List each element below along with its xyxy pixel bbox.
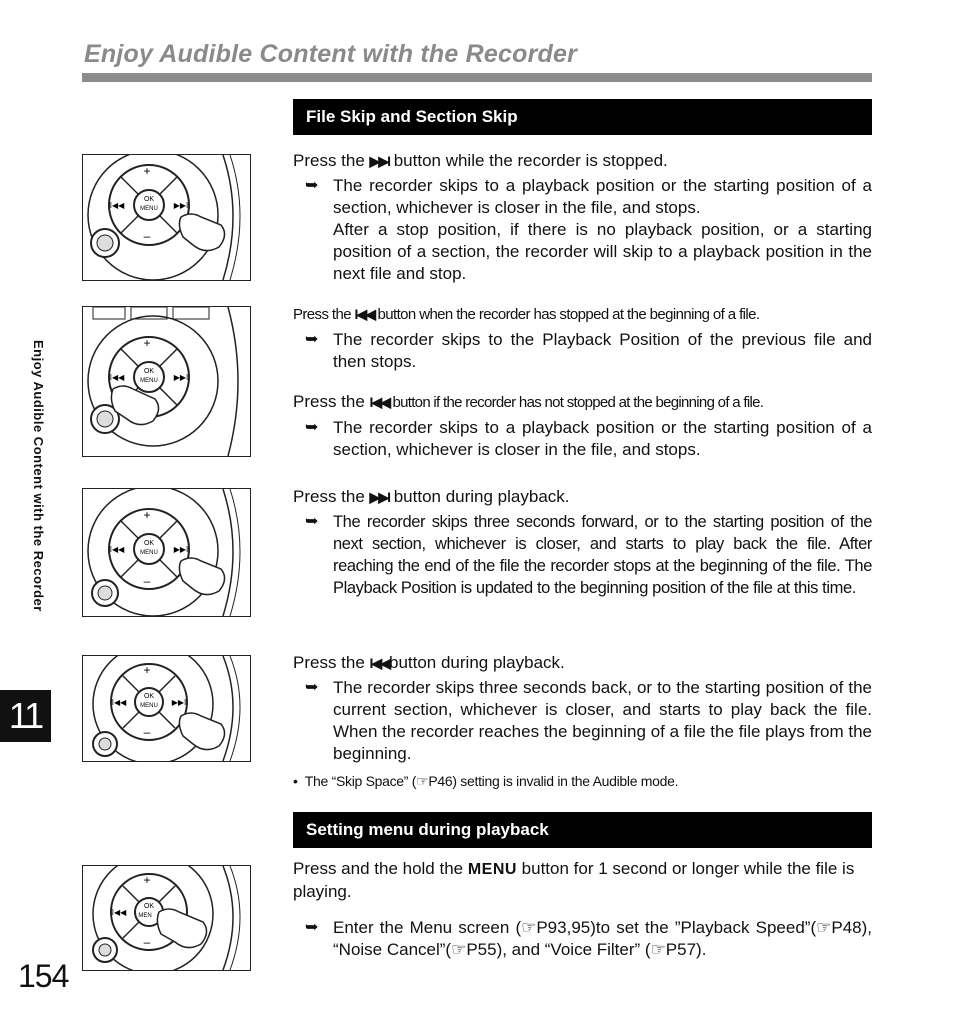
instruction-lead: Press the I◀◀button during playback. (293, 653, 565, 672)
svg-text:I◀◀: I◀◀ (111, 698, 127, 707)
svg-text:–: – (143, 725, 151, 739)
section-header-setting-menu: Setting menu during playback (293, 812, 872, 848)
arrow-icon: ➥ (305, 419, 319, 436)
instruction-lead: Press and the hold the MENU button for 1 second or longer while the file is playing. (293, 859, 855, 901)
next-button-icon: ▶▶I (369, 153, 389, 169)
svg-text:▶▶I: ▶▶I (173, 373, 189, 382)
svg-text:MENU: MENU (140, 550, 158, 556)
instruction-lead: Press the I◀◀ button if the recorder has not stopped at the beginning of a file. (293, 392, 764, 411)
svg-text:MENU: MENU (140, 703, 158, 709)
svg-text:MENU: MENU (140, 378, 158, 384)
svg-text:+: + (143, 164, 151, 178)
svg-text:+: + (143, 336, 151, 350)
bullet-note: • The “Skip Space” (☞P46) setting is invalid in the Audible mode. (293, 773, 679, 789)
svg-text:I◀◀: I◀◀ (111, 908, 127, 917)
svg-text:OK: OK (143, 368, 155, 375)
svg-text:–: – (143, 574, 151, 588)
result-note: ➥ The recorder skips three seconds back, or to the starting position of the current section, whichever is closer, and starts to play back the file. When the recorder reaches the beginning of a file the file plays from the beginning. (305, 678, 872, 763)
instruction-block (293, 391, 872, 461)
instruction-block (293, 486, 872, 599)
chapter-tab: 11 (0, 690, 51, 742)
recorder-illustration (82, 865, 251, 971)
arrow-icon: ➥ (305, 331, 319, 348)
svg-text:I◀◀: I◀◀ (109, 545, 125, 554)
svg-text:OK: OK (143, 693, 155, 700)
svg-text:▶▶I: ▶▶I (173, 545, 189, 554)
recorder-illustration (82, 154, 251, 281)
arrow-icon: ➥ (305, 513, 319, 530)
previous-button-icon: I◀◀ (369, 394, 389, 410)
instruction-block (293, 150, 872, 285)
recorder-illustration (82, 488, 251, 617)
previous-button-icon: I◀◀ (369, 655, 389, 671)
recorder-illustration (82, 655, 251, 762)
recorder-illustration (82, 306, 251, 457)
previous-button-icon: I◀◀ (354, 306, 374, 322)
result-note: ➥ Enter the Menu screen (☞P93,95)to set the ”Playback Speed”(☞P48), “Noise Cancel”(☞P55), and “Voice Filter” (☞P57). (305, 918, 872, 959)
svg-text:▶▶I: ▶▶I (171, 698, 187, 707)
page-number: 154 (18, 958, 69, 994)
svg-text:MENU: MENU (140, 206, 158, 212)
menu-button-label: MENU (467, 861, 517, 878)
instruction-lead: Press the I◀◀ button when the recorder has stopped at the beginning of a file. (293, 306, 760, 323)
result-note: ➥ The recorder skips to a playback position or the starting position of a section, whichever is closer in the file, and stops. After a stop position, if there is no playback position, or a starting position of a section, the recorder will skip to a playback position in the next file and stop. (305, 176, 872, 283)
result-note: ➥ The recorder skips to the Playback Position of the previous file and then stops. (305, 330, 872, 371)
svg-text:I◀◀: I◀◀ (109, 373, 125, 382)
arrow-icon: ➥ (305, 679, 319, 696)
instruction-block (293, 303, 872, 373)
instruction-lead: Press the ▶▶I button while the recorder is stopped. (293, 151, 668, 170)
next-button-icon: ▶▶I (369, 489, 389, 505)
side-chapter-label: Enjoy Audible Content with the Recorder (31, 340, 46, 612)
svg-text:–: – (143, 229, 151, 243)
svg-text:OK: OK (143, 540, 155, 547)
svg-text:–: – (143, 935, 151, 949)
svg-text:+: + (143, 508, 151, 522)
svg-text:+: + (143, 873, 151, 887)
svg-text:MEN: MEN (138, 913, 152, 919)
instruction-block (293, 652, 872, 765)
title-rule (82, 73, 872, 82)
svg-text:▶▶I: ▶▶I (173, 201, 189, 210)
result-note: ➥ The recorder skips to a playback position or the starting position of a section, whichever is closer in the file, and stops. (305, 418, 872, 459)
svg-text:I◀◀: I◀◀ (109, 201, 125, 210)
svg-text:OK: OK (143, 903, 155, 910)
result-note: ➥ The recorder skips three seconds forward, or to the starting position of the next section, whichever is closer, and starts to play back the file. After reaching the end of the file the recorder stops at the beginning of the file. The Playback Position is updated to the beginning position of the file at this time. (305, 513, 872, 597)
arrow-icon: ➥ (305, 919, 319, 936)
svg-text:OK: OK (143, 196, 155, 203)
instruction-block (293, 858, 872, 961)
instruction-lead: Press the ▶▶I button during playback. (293, 487, 570, 506)
arrow-icon: ➥ (305, 177, 319, 194)
section-header-file-skip: File Skip and Section Skip (293, 99, 872, 135)
svg-text:+: + (143, 663, 151, 677)
page-title: Enjoy Audible Content with the Recorder (84, 40, 578, 68)
